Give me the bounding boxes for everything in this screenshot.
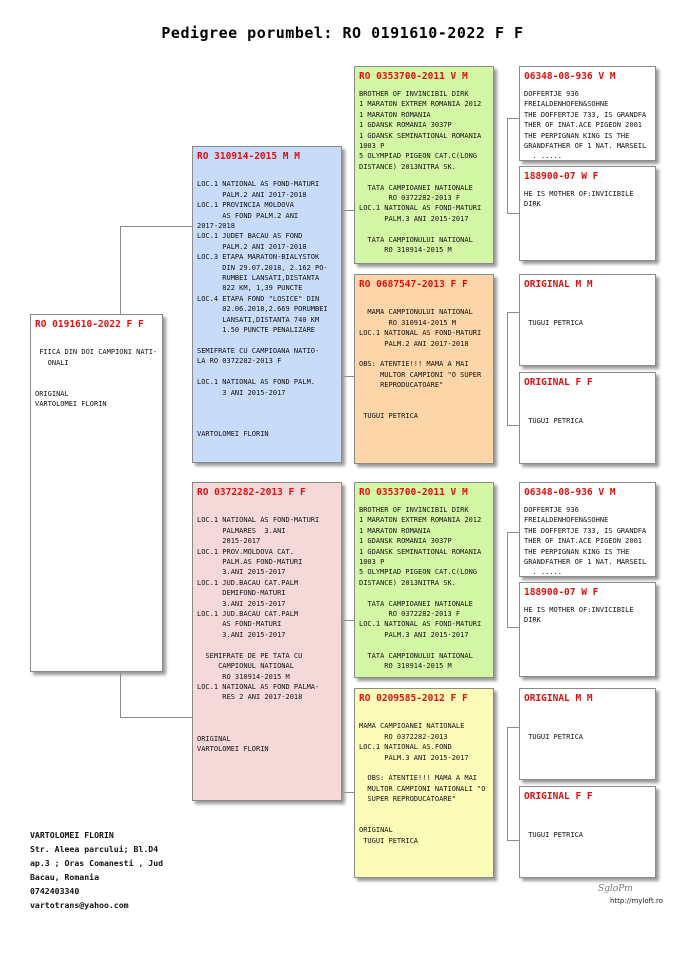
connector-line (507, 840, 519, 841)
connector-line (120, 226, 193, 227)
dd-sire-notes: TUGUI PETRICA (528, 732, 584, 741)
connector-line (342, 620, 343, 792)
dam-sire-ring: RO 0353700-2011 V M (359, 487, 468, 498)
connector-line (507, 312, 508, 425)
ds-dam-notes: HE IS MOTHER OF:INVICIBILE DIRK (524, 606, 634, 625)
connector-line (507, 213, 519, 214)
ds-dam-card (519, 582, 656, 677)
sire-sire-card (354, 66, 494, 264)
sd-sire-card (519, 274, 656, 366)
connector-line (507, 532, 519, 533)
dd-dam-card (519, 786, 656, 878)
connector-line (507, 532, 508, 627)
sire-dam-notes: MAMA CAMPIONULUI NATIONAL RO 310914-2015 M LOC.1 NATIONAL AS FOND-MATURI PALM.2 ANI 2017-2018 OBS: ATENTIE!!! MAMA A MAI MULTOR CAMPIONI "O SUPER REPRODUCATOARE" TUGUI PETRICA (359, 308, 482, 421)
ss-dam-ring: 188900-07 W F (524, 171, 599, 182)
sire-ring: RO 310914-2015 M M (197, 151, 300, 162)
dam-card (192, 482, 342, 801)
watermark-site: http://myloft.ro (610, 897, 663, 905)
connector-line (507, 627, 519, 628)
connector-line (507, 118, 508, 213)
sd-sire-ring: ORIGINAL M M (524, 279, 593, 290)
sire-sire-ring: RO 0353700-2011 V M (359, 71, 468, 82)
dam-sire-card (354, 482, 494, 678)
dd-sire-card (519, 688, 656, 780)
sire-sire-notes: BROTHER OF INVINCIBIL DIRK 1 MARATON EXTREM ROMANIA 2012 1 MARATON ROMANIA 1 GDANSK ROMANIA 3037P 1 GDANSK SEMINATIONAL ROMANIA 1003 P 5 OLYMPIAD PIGEON CAT.C(LONG DISTANCE) 2013NITRA SK. TATA CAMPIOANEI NATIONALE RO 0372282-2013 F LOC.1 NATIONAL AS FOND-MATURI PALM.3 ANI 2015-2017 TATA CAMPIONULUI NATIONAL RO 310914-2015 M (359, 90, 482, 255)
dam-dam-card (354, 688, 494, 878)
sd-sire-notes: TUGUI PETRICA (528, 318, 584, 327)
sd-dam-notes: TUGUI PETRICA (528, 416, 584, 425)
ss-sire-card (519, 66, 656, 161)
dam-dam-notes: MAMA CAMPIOANEI NATIONALE RO 0372282-2013 LOC.1 NATIONAL AS.FOND PALM.3 ANI 2015-2017 OBS: ATENTIE!!! MAMA A MAI MULTOR CAMPIONI NATIONALI "O SUPER REPRODUCATOARE" ORIGINAL TUGUI PETRICA (359, 722, 486, 845)
connector-line (507, 727, 519, 728)
ds-sire-ring: 06348-08-936 V M (524, 487, 616, 498)
connector-line (507, 727, 508, 840)
ds-dam-ring: 188900-07 W F (524, 587, 599, 598)
watermark-logo: SgloPm (598, 884, 633, 894)
page-title: Pedigree porumbel: RO 0191610-2022 F F (161, 24, 524, 42)
ds-sire-notes: DOFFERTJE 936 FREIALDENHOFEN&SOHNE THE DOFFERTJE 733, IS GRANDFA THER OF INAT.ACE PIGEON 2001 THE PERPIGNAN KING IS THE GRANDFATHER OF 1 NAT. MARSEIL . ..... (524, 506, 647, 577)
sire-dam-card (354, 274, 494, 464)
connector-line (507, 425, 519, 426)
dam-ring: RO 0372282-2013 F F (197, 487, 306, 498)
ds-sire-card (519, 482, 656, 577)
sire-card (192, 146, 342, 463)
dam-notes: LOC.1 NATIONAL AS FOND-MATURI PALMARES 3.ANI 2015-2017 LOC.1 PROV.MOLDOVA CAT. PALM.AS FOND-MATURI 3.ANI 2015-2017 LOC.1 JUD.BACAU CAT.PALM DEMIFOND-MATURI 3.ANI 2015-2017 LOC.1 JUD.BACAU CAT.PALM AS FOND-MATURI 3.ANI 2015-2017 SEMIFRATE DE PE TATA CU CAMPIONUL NATIONAL RO 310914-2015 M LOC.1 NATIONAL AS FOND PALMA- RES 2 ANI 2017-2018 ORIGINAL VARTOLOMEI FLORIN (197, 516, 320, 754)
sire-dam-ring: RO 0687547-2013 F F (359, 279, 468, 290)
subject-notes: FIICA DIN DOI CAMPIONI NATI- ONALI ORIGINAL VARTOLOMEI FLORIN (35, 348, 158, 409)
dam-sire-notes: BROTHER OF INVINCIBIL DIRK 1 MARATON EXTREM ROMANIA 2012 1 MARATON ROMANIA 1 GDANSK ROMANIA 3037P 1 GDANSK SEMINATIONAL ROMANIA 1003 P 5 OLYMPIAD PIGEON CAT.C(LONG DISTANCE) 2013NITRA SK. TATA CAMPIOANEI NATIONALE RO 0372282-2013 F LOC.1 NATIONAL AS FOND-MATURI PALM.3 ANI 2015-2017 TATA CAMPIONULUI NATIONAL RO 310914-2015 M (359, 506, 482, 671)
sd-dam-ring: ORIGINAL F F (524, 377, 593, 388)
dd-dam-notes: TUGUI PETRICA (528, 830, 584, 839)
subject-ring: RO 0191610-2022 F F (35, 319, 144, 330)
sire-notes: LOC.1 NATIONAL AS FOND-MATURI PALM.2 ANI 2017-2018 LOC.1 PROVINCIA MOLDOVA AS FOND PALM.2 ANI 2017-2018 LOC.1 JUDET BACAU AS FOND PALM.2 ANI 2017-2018 LOC.3 ETAPA MARATON-BIALYSTOK DIN 29.07.2018, 2.162 PO- RUMBEI LANSATI,DISTANTA 822 KM, 1,39 PUNCTE LOC.4 ETAPA FOND "LOSICE" DIN 02.06.2018,2.669 PORUMBEI LANSATI,DISTANTA 740 KM 1.50 PUNCTE PENALIZARE SEMIFRATE CU CAMPIOANA NATIO- LA RO 0372282-2013 F LOC.1 NATIONAL AS FOND PALM. 3 ANI 2015-2017 VARTOLOMEI FLORIN (197, 180, 328, 439)
ss-dam-card (519, 166, 656, 261)
dam-dam-ring: RO 0209585-2012 F F (359, 693, 468, 704)
owner-contact: VARTOLOMEI FLORIN Str. Aleea parcului; Bl.D4 ap.3 ; Oras Comanesti , Jud Bacau, Romania 0742403340 vartotrans@yahoo.com (30, 830, 164, 910)
dd-sire-ring: ORIGINAL M M (524, 693, 593, 704)
connector-line (120, 717, 193, 718)
ss-sire-ring: 06348-08-936 V M (524, 71, 616, 82)
subject-card (30, 314, 163, 672)
connector-line (342, 210, 343, 376)
dd-dam-ring: ORIGINAL F F (524, 791, 593, 802)
ss-sire-notes: DOFFERTJE 936 FREIALDENHOFEN&SOHNE THE DOFFERTJE 733, IS GRANDFA THER OF INAT.ACE PIGEON 2001 THE PERPIGNAN KING IS THE GRANDFATHER OF 1 NAT. MARSEIL . ..... (524, 90, 647, 161)
connector-line (507, 312, 519, 313)
connector-line (507, 118, 519, 119)
ss-dam-notes: HE IS MOTHER OF:INVICIBILE DIRK (524, 190, 634, 209)
sd-dam-card (519, 372, 656, 464)
